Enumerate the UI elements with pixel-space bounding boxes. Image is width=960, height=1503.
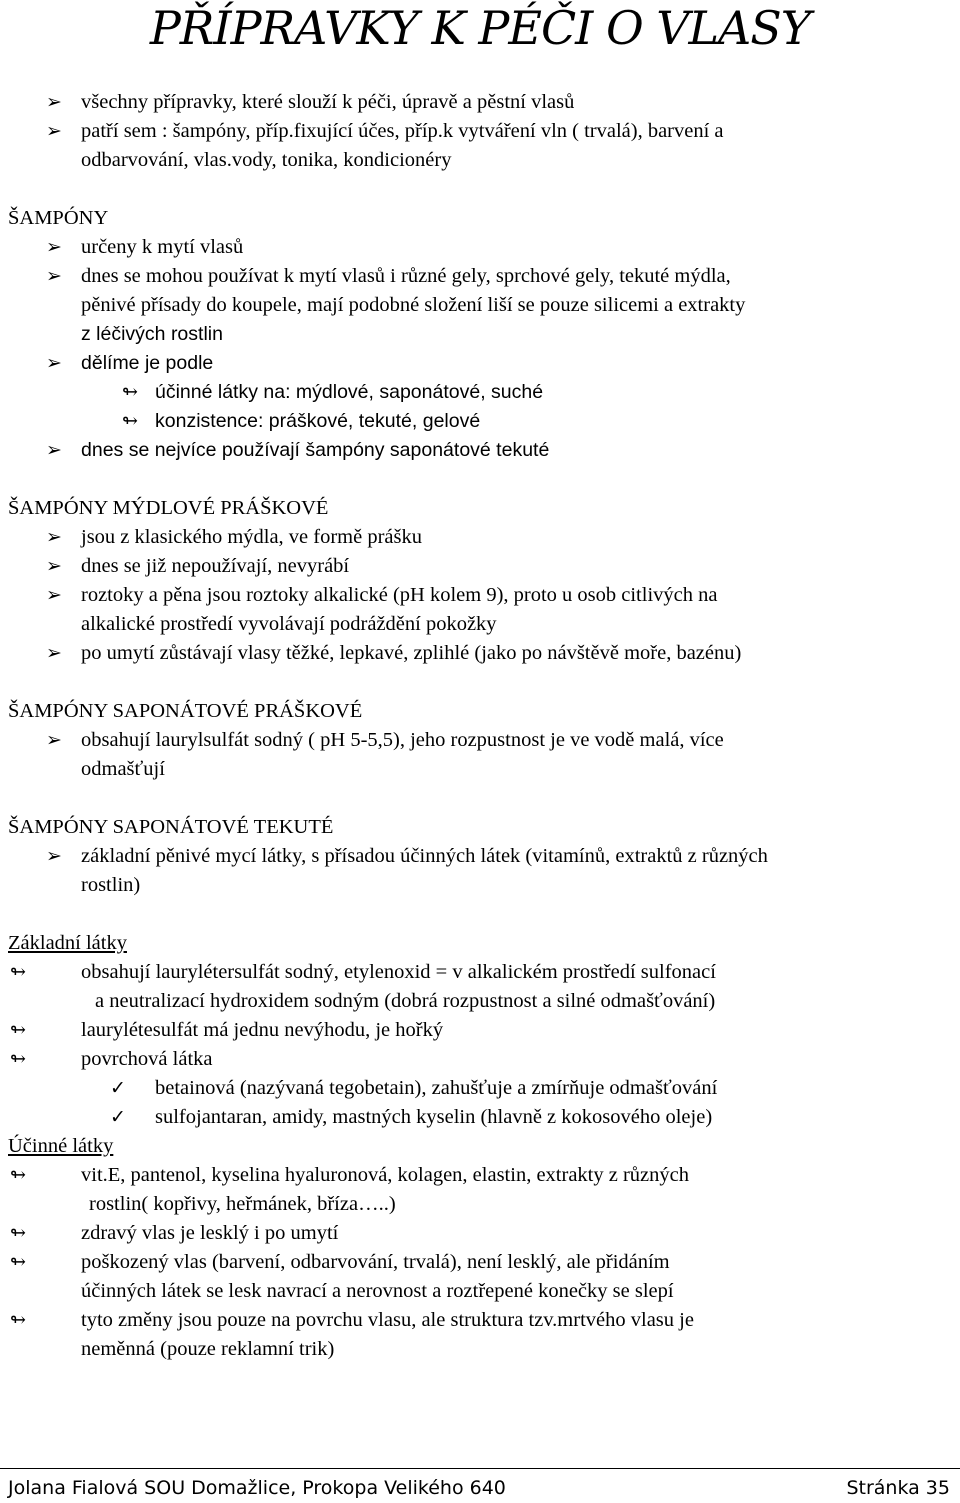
arrow-bullet-icon: ➢ bbox=[46, 353, 62, 374]
list-item-text: odbarvování, vlas.vody, tonika, kondicionéry bbox=[81, 149, 452, 171]
section-heading: Účinné látky bbox=[8, 1135, 114, 1157]
arrow-bullet-icon: ➢ bbox=[46, 266, 62, 287]
page-number: Stránka 35 bbox=[846, 1477, 950, 1499]
section-heading: Základní látky bbox=[8, 932, 127, 954]
section-heading: ŠAMPÓNY SAPONÁTOVÉ TEKUTÉ bbox=[8, 816, 334, 838]
list-item-text: po umytí zůstávají vlasy těžké, lepkavé, zplihlé (jako po návštěvě moře, bazénu) bbox=[81, 642, 742, 664]
sub-list-item-text: účinné látky na: mýdlové, saponátové, suché bbox=[155, 381, 544, 403]
arrow-bullet-icon: ➢ bbox=[46, 585, 62, 606]
list-item-text: zdravý vlas je lesklý i po umytí bbox=[81, 1222, 339, 1244]
curved-arrow-bullet-icon: ↬ bbox=[10, 1223, 26, 1244]
list-item-text: všechny přípravky, které slouží k péči, úpravě a pěstní vlasů bbox=[81, 91, 575, 113]
arrow-bullet-icon: ➢ bbox=[46, 440, 62, 461]
list-item-text: alkalické prostředí vyvolávají podráždění pokožky bbox=[81, 613, 497, 635]
arrow-bullet-icon: ➢ bbox=[46, 730, 62, 751]
list-item-text: vit.E, pantenol, kyselina hyaluronová, kolagen, elastin, extrakty z různých bbox=[81, 1164, 689, 1186]
arrow-bullet-icon: ➢ bbox=[46, 556, 62, 577]
list-item-text: laurylétesulfát má jednu nevýhodu, je hořký bbox=[81, 1019, 444, 1041]
curved-arrow-bullet-icon: ↬ bbox=[10, 1049, 26, 1070]
list-item-text: obsahují laurylétersulfát sodný, etylenoxid = v alkalickém prostředí sulfonací bbox=[81, 961, 716, 983]
list-item-text: z léčivých rostlin bbox=[81, 323, 223, 345]
list-item-text: dnes se již nepoužívají, nevyrábí bbox=[81, 555, 350, 577]
list-item-text: účinných látek se lesk navrací a nerovnost a roztřepené konečky se slepí bbox=[81, 1280, 674, 1302]
page-title: PŘÍPRAVKY K PÉČI O VLASY bbox=[149, 1, 811, 55]
list-item-text: patří sem : šampóny, příp.fixující účes, příp.k vytváření vln ( trvalá), barvení a bbox=[81, 120, 724, 142]
curved-arrow-bullet-icon: ↬ bbox=[10, 1165, 26, 1186]
list-item-text: rostlin( kopřivy, heřmánek, bříza…..) bbox=[89, 1193, 396, 1215]
list-item-text: tyto změny jsou pouze na povrchu vlasu, ale struktura tzv.mrtvého vlasu je bbox=[81, 1309, 694, 1331]
arrow-bullet-icon: ➢ bbox=[46, 237, 62, 258]
curved-arrow-bullet-icon: ↬ bbox=[122, 382, 138, 403]
list-item-text: povrchová látka bbox=[81, 1048, 213, 1070]
sub-list-item-text: betainová (nazývaná tegobetain), zahušťuje a zmírňuje odmašťování bbox=[155, 1077, 718, 1099]
arrow-bullet-icon: ➢ bbox=[46, 121, 62, 142]
arrow-bullet-icon: ➢ bbox=[46, 527, 62, 548]
section-heading: ŠAMPÓNY SAPONÁTOVÉ PRÁŠKOVÉ bbox=[8, 700, 363, 722]
section-heading: ŠAMPÓNY MÝDLOVÉ PRÁŠKOVÉ bbox=[8, 497, 329, 519]
section-heading: ŠAMPÓNY bbox=[8, 207, 109, 229]
check-bullet-icon: ✓ bbox=[110, 1107, 126, 1128]
curved-arrow-bullet-icon: ↬ bbox=[122, 411, 138, 432]
list-item-text: obsahují laurylsulfát sodný ( pH 5-5,5), jeho rozpustnost je ve vodě malá, více bbox=[81, 729, 724, 751]
arrow-bullet-icon: ➢ bbox=[46, 92, 62, 113]
curved-arrow-bullet-icon: ↬ bbox=[10, 1310, 26, 1331]
arrow-bullet-icon: ➢ bbox=[46, 846, 62, 867]
list-item-text: základní pěnivé mycí látky, s přísadou účinných látek (vitamínů, extraktů z různých bbox=[81, 845, 768, 867]
footer-divider bbox=[0, 1468, 960, 1469]
list-item-text: dnes se nejvíce používají šampóny saponátové tekuté bbox=[81, 439, 550, 461]
sub-list-item-text: konzistence: práškové, tekuté, gelové bbox=[155, 410, 481, 432]
list-item-text: rostlin) bbox=[81, 874, 141, 896]
sub-list-item-text: sulfojantaran, amidy, mastných kyselin (hlavně z kokosového oleje) bbox=[155, 1106, 713, 1128]
list-item-text: odmašťují bbox=[81, 758, 165, 780]
list-item-text: a neutralizací hydroxidem sodným (dobrá rozpustnost a silné odmašťování) bbox=[95, 990, 716, 1012]
footer-author: Jolana Fialová SOU Domažlice, Prokopa Velikého 640 bbox=[8, 1477, 506, 1499]
list-item-text: jsou z klasického mýdla, ve formě prášku bbox=[81, 526, 423, 548]
list-item-text: neměnná (pouze reklamní trik) bbox=[81, 1338, 335, 1360]
list-item-text: pěnivé přísady do koupele, mají podobné složení liší se pouze silicemi a extrakty bbox=[81, 294, 746, 316]
list-item-text: poškozený vlas (barvení, odbarvování, trvalá), není lesklý, ale přidáním bbox=[81, 1251, 670, 1273]
list-item-text: roztoky a pěna jsou roztoky alkalické (pH kolem 9), proto u osob citlivých na bbox=[81, 584, 718, 606]
check-bullet-icon: ✓ bbox=[110, 1078, 126, 1099]
curved-arrow-bullet-icon: ↬ bbox=[10, 1252, 26, 1273]
list-item-text: dělíme je podle bbox=[81, 352, 214, 374]
curved-arrow-bullet-icon: ↬ bbox=[10, 1020, 26, 1041]
list-item-text: dnes se mohou používat k mytí vlasů i různé gely, sprchové gely, tekuté mýdla, bbox=[81, 265, 731, 287]
curved-arrow-bullet-icon: ↬ bbox=[10, 962, 26, 983]
arrow-bullet-icon: ➢ bbox=[46, 643, 62, 664]
list-item-text: určeny k mytí vlasů bbox=[81, 236, 244, 258]
